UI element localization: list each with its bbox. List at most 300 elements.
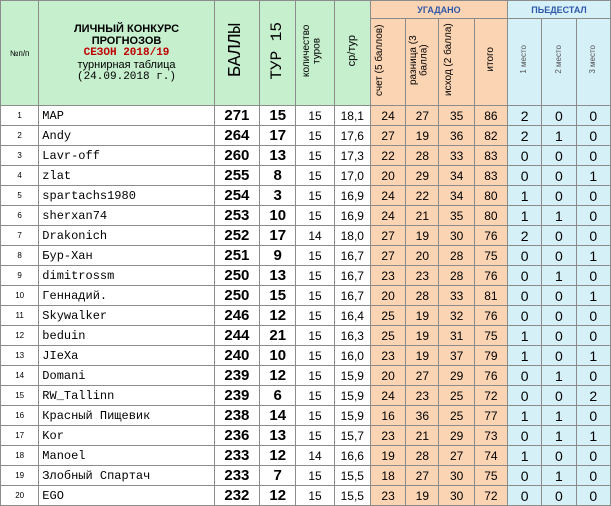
avg-cell: 15,9: [334, 386, 370, 406]
tours-count-cell: 15: [296, 486, 334, 506]
place1-header: 1 место: [508, 19, 542, 106]
tours-count-cell: 15: [296, 306, 334, 326]
place3-cell: 0: [576, 366, 610, 386]
outcome-cell: 35: [439, 206, 474, 226]
total-cell: 74: [474, 446, 507, 466]
diff-cell: 28: [406, 286, 439, 306]
guessed-group-header: УГАДАНО: [370, 1, 507, 19]
place2-cell: 1: [542, 466, 576, 486]
avg-cell: 16,7: [334, 286, 370, 306]
table-row: [1, 186, 611, 206]
total-cell: 75: [474, 466, 507, 486]
table-row: [1, 266, 611, 286]
points-cell: 250: [214, 266, 259, 286]
diff-cell: 23: [406, 266, 439, 286]
tours-count-cell: 15: [296, 286, 334, 306]
avg-cell: 16,9: [334, 206, 370, 226]
score-cell: 19: [370, 446, 405, 466]
table-row: [1, 206, 611, 226]
tours-count-cell: 15: [296, 266, 334, 286]
player-name: JIeXa: [39, 346, 214, 366]
tours-count-cell: 15: [296, 366, 334, 386]
place1-cell: 1: [508, 406, 542, 426]
row-number: 11: [1, 306, 39, 326]
place3-cell: 1: [576, 286, 610, 306]
row-number: 12: [1, 326, 39, 346]
place3-cell: 0: [576, 446, 610, 466]
avg-cell: 15,5: [334, 466, 370, 486]
place3-cell: 0: [576, 326, 610, 346]
table-row: [1, 286, 611, 306]
score-cell: 27: [370, 226, 405, 246]
place2-header: 2 место: [542, 19, 576, 106]
place2-cell: 0: [542, 106, 576, 126]
player-name: sherxan74: [39, 206, 214, 226]
points-cell: 244: [214, 326, 259, 346]
place3-cell: 0: [576, 466, 610, 486]
total-cell: 76: [474, 266, 507, 286]
tours-count-cell: 15: [296, 466, 334, 486]
avg-cell: 17,0: [334, 166, 370, 186]
outcome-cell: 29: [439, 366, 474, 386]
diff-cell: 21: [406, 206, 439, 226]
player-name: Domani: [39, 366, 214, 386]
diff-cell: 19: [406, 326, 439, 346]
total-cell: 79: [474, 346, 507, 366]
tours-count-cell: 15: [296, 246, 334, 266]
player-name: Красный Пищевик: [39, 406, 214, 426]
tours-count-cell: 15: [296, 326, 334, 346]
table-row: [1, 386, 611, 406]
player-name: Andy: [39, 126, 214, 146]
player-name: Геннадий.: [39, 286, 214, 306]
total-cell: 80: [474, 206, 507, 226]
place1-cell: 2: [508, 226, 542, 246]
place2-cell: 0: [542, 306, 576, 326]
points-cell: 252: [214, 226, 259, 246]
table-row: [1, 306, 611, 326]
tours-count-cell: 15: [296, 126, 334, 146]
tour-header: ТУР 15: [260, 1, 296, 106]
place3-cell: 2: [576, 386, 610, 406]
row-number: 5: [1, 186, 39, 206]
points-cell: 240: [214, 346, 259, 366]
diff-cell: 22: [406, 186, 439, 206]
score-cell: 20: [370, 166, 405, 186]
avg-cell: 15,9: [334, 406, 370, 426]
avg-cell: 16,3: [334, 326, 370, 346]
outcome-cell: 34: [439, 166, 474, 186]
place1-cell: 0: [508, 306, 542, 326]
points-cell: 254: [214, 186, 259, 206]
row-number: 7: [1, 226, 39, 246]
points-cell: 255: [214, 166, 259, 186]
place3-header: 3 место: [576, 19, 610, 106]
outcome-cell: 33: [439, 146, 474, 166]
outcome-cell: 33: [439, 286, 474, 306]
player-name: Lavr-off: [39, 146, 214, 166]
place3-cell: 0: [576, 306, 610, 326]
score-cell: 20: [370, 286, 405, 306]
total-cell: 77: [474, 406, 507, 426]
outcome-cell: 32: [439, 306, 474, 326]
podium-group-header: ПЬЕДЕСТАЛ: [508, 1, 611, 19]
row-number: 18: [1, 446, 39, 466]
tour-points-cell: 15: [260, 286, 296, 306]
score-cell: 23: [370, 426, 405, 446]
row-number: 16: [1, 406, 39, 426]
table-row: [1, 346, 611, 366]
player-name: Skywalker: [39, 306, 214, 326]
tour-points-cell: 17: [260, 126, 296, 146]
avg-cell: 15,9: [334, 366, 370, 386]
diff-cell: 27: [406, 366, 439, 386]
place1-cell: 1: [508, 346, 542, 366]
place1-cell: 2: [508, 106, 542, 126]
table-row: [1, 326, 611, 346]
outcome-cell: 30: [439, 486, 474, 506]
tour-points-cell: 21: [260, 326, 296, 346]
avg-cell: 17,6: [334, 126, 370, 146]
place2-cell: 1: [542, 426, 576, 446]
points-cell: 238: [214, 406, 259, 426]
place3-cell: 0: [576, 106, 610, 126]
diff-cell: 19: [406, 306, 439, 326]
tours-count-cell: 15: [296, 186, 334, 206]
tour-points-cell: 10: [260, 206, 296, 226]
player-name: MAP: [39, 106, 214, 126]
row-number: 8: [1, 246, 39, 266]
place2-cell: 1: [542, 366, 576, 386]
total-cell: 86: [474, 106, 507, 126]
points-cell: 253: [214, 206, 259, 226]
tours-count-cell: 15: [296, 106, 334, 126]
place3-cell: 0: [576, 126, 610, 146]
diff-cell: 21: [406, 426, 439, 446]
score-cell: 22: [370, 146, 405, 166]
points-cell: 233: [214, 446, 259, 466]
tour-points-cell: 13: [260, 426, 296, 446]
score-cell: 24: [370, 106, 405, 126]
tour-points-cell: 12: [260, 306, 296, 326]
player-name: Бур-Хан: [39, 246, 214, 266]
row-number: 2: [1, 126, 39, 146]
total-cell: 81: [474, 286, 507, 306]
total-cell: 75: [474, 326, 507, 346]
points-cell: 233: [214, 466, 259, 486]
total-cell: 76: [474, 226, 507, 246]
points-cell: 264: [214, 126, 259, 146]
place2-cell: 0: [542, 386, 576, 406]
title-line2: ПРОГНОЗОВ: [91, 35, 162, 47]
place1-cell: 0: [508, 166, 542, 186]
diff-header: разница (3 балла): [406, 19, 439, 106]
avg-cell: 15,5: [334, 486, 370, 506]
avg-cell: 17,3: [334, 146, 370, 166]
tours-count-header: количество туров: [296, 1, 334, 106]
table-row: [1, 226, 611, 246]
table-row: [1, 446, 611, 466]
tour-points-cell: 8: [260, 166, 296, 186]
score-cell: 18: [370, 466, 405, 486]
tour-points-cell: 10: [260, 346, 296, 366]
player-name: RW_Tallinn: [39, 386, 214, 406]
place3-cell: 1: [576, 166, 610, 186]
place1-cell: 0: [508, 146, 542, 166]
row-number: 3: [1, 146, 39, 166]
total-cell: 72: [474, 486, 507, 506]
avg-cell: 18,0: [334, 226, 370, 246]
table-row: [1, 466, 611, 486]
avg-cell: 16,7: [334, 266, 370, 286]
title-block: [39, 1, 214, 106]
tour-points-cell: 3: [260, 186, 296, 206]
place1-cell: 1: [508, 186, 542, 206]
row-number: 1: [1, 106, 39, 126]
points-cell: 239: [214, 386, 259, 406]
player-name: zlat: [39, 166, 214, 186]
place1-cell: 0: [508, 286, 542, 306]
outcome-cell: 28: [439, 266, 474, 286]
outcome-cell: 36: [439, 126, 474, 146]
tours-count-cell: 15: [296, 166, 334, 186]
table-row: [1, 106, 611, 126]
place2-cell: 0: [542, 166, 576, 186]
row-number: 19: [1, 466, 39, 486]
place1-cell: 2: [508, 126, 542, 146]
place3-cell: 0: [576, 146, 610, 166]
tours-count-cell: 15: [296, 386, 334, 406]
place2-cell: 1: [542, 406, 576, 426]
diff-cell: 20: [406, 246, 439, 266]
diff-cell: 28: [406, 446, 439, 466]
subtitle: турнирная таблица: [77, 59, 176, 71]
avg-cell: 16,4: [334, 306, 370, 326]
place2-cell: 1: [542, 266, 576, 286]
diff-cell: 29: [406, 166, 439, 186]
place3-cell: 0: [576, 186, 610, 206]
score-cell: 25: [370, 326, 405, 346]
diff-cell: 19: [406, 226, 439, 246]
title-line1: ЛИЧНЫЙ КОНКУРС: [73, 23, 180, 35]
points-cell: 260: [214, 146, 259, 166]
player-name: spartachs1980: [39, 186, 214, 206]
tour-points-cell: 15: [260, 106, 296, 126]
points-cell: 236: [214, 426, 259, 446]
outcome-cell: 34: [439, 186, 474, 206]
score-cell: 16: [370, 406, 405, 426]
place3-cell: 0: [576, 226, 610, 246]
points-cell: 239: [214, 366, 259, 386]
outcome-cell: 28: [439, 246, 474, 266]
avg-cell: 15,7: [334, 426, 370, 446]
total-cell: 80: [474, 186, 507, 206]
tours-count-cell: 15: [296, 406, 334, 426]
total-header: итого: [474, 19, 507, 106]
score-cell: 23: [370, 486, 405, 506]
tour-points-cell: 17: [260, 226, 296, 246]
place1-cell: 1: [508, 206, 542, 226]
tour-points-cell: 12: [260, 486, 296, 506]
outcome-cell: 29: [439, 426, 474, 446]
season-label: СЕЗОН 2018/19: [83, 47, 170, 59]
outcome-cell: 25: [439, 406, 474, 426]
diff-cell: 19: [406, 486, 439, 506]
place2-cell: 1: [542, 206, 576, 226]
date-label: (24.09.2018 г.): [76, 71, 177, 83]
table-row: [1, 146, 611, 166]
points-header: БАЛЛЫ: [214, 1, 259, 106]
place2-cell: 0: [542, 186, 576, 206]
place3-cell: 1: [576, 346, 610, 366]
place2-cell: 1: [542, 126, 576, 146]
avg-cell: 16,7: [334, 246, 370, 266]
diff-cell: 27: [406, 106, 439, 126]
tours-count-cell: 15: [296, 206, 334, 226]
place3-cell: 0: [576, 206, 610, 226]
place1-cell: 1: [508, 446, 542, 466]
tours-count-cell: 14: [296, 446, 334, 466]
player-name: dimitrossm: [39, 266, 214, 286]
outcome-cell: 30: [439, 466, 474, 486]
outcome-header: исход (2 балла): [439, 19, 474, 106]
total-cell: 76: [474, 306, 507, 326]
row-number: 17: [1, 426, 39, 446]
place3-cell: 0: [576, 266, 610, 286]
points-cell: 246: [214, 306, 259, 326]
table-row: [1, 166, 611, 186]
player-name: EGO: [39, 486, 214, 506]
player-name: Злобный Спартач: [39, 466, 214, 486]
place2-cell: 0: [542, 226, 576, 246]
score-cell: 27: [370, 126, 405, 146]
tour-points-cell: 9: [260, 246, 296, 266]
player-name: Manoel: [39, 446, 214, 466]
outcome-cell: 25: [439, 386, 474, 406]
num-header: №п/п: [1, 1, 39, 106]
outcome-cell: 31: [439, 326, 474, 346]
tour-points-cell: 7: [260, 466, 296, 486]
total-cell: 73: [474, 426, 507, 446]
avg-cell: 16,0: [334, 346, 370, 366]
tour-points-cell: 6: [260, 386, 296, 406]
diff-cell: 19: [406, 126, 439, 146]
tours-count-cell: 15: [296, 426, 334, 446]
points-cell: 271: [214, 106, 259, 126]
row-number: 4: [1, 166, 39, 186]
diff-cell: 19: [406, 346, 439, 366]
place2-cell: 0: [542, 246, 576, 266]
row-number: 6: [1, 206, 39, 226]
place1-cell: 0: [508, 366, 542, 386]
place2-cell: 0: [542, 446, 576, 466]
place3-cell: 1: [576, 426, 610, 446]
score-cell: 27: [370, 246, 405, 266]
place1-cell: 0: [508, 486, 542, 506]
place2-cell: 0: [542, 346, 576, 366]
total-cell: 76: [474, 366, 507, 386]
row-number: 15: [1, 386, 39, 406]
diff-cell: 27: [406, 466, 439, 486]
outcome-cell: 35: [439, 106, 474, 126]
score-cell: 23: [370, 346, 405, 366]
total-cell: 83: [474, 146, 507, 166]
place3-cell: 1: [576, 246, 610, 266]
diff-cell: 28: [406, 146, 439, 166]
row-number: 9: [1, 266, 39, 286]
place1-cell: 0: [508, 266, 542, 286]
tour-points-cell: 12: [260, 366, 296, 386]
player-name: Kor: [39, 426, 214, 446]
place1-cell: 0: [508, 466, 542, 486]
player-name: Drakonich: [39, 226, 214, 246]
row-number: 14: [1, 366, 39, 386]
place1-cell: 0: [508, 386, 542, 406]
total-cell: 72: [474, 386, 507, 406]
outcome-cell: 37: [439, 346, 474, 366]
points-cell: 251: [214, 246, 259, 266]
diff-cell: 36: [406, 406, 439, 426]
table-row: [1, 426, 611, 446]
avg-cell: 16,9: [334, 186, 370, 206]
points-cell: 232: [214, 486, 259, 506]
score-cell: 24: [370, 206, 405, 226]
total-cell: 83: [474, 166, 507, 186]
score-cell: 24: [370, 386, 405, 406]
outcome-cell: 30: [439, 226, 474, 246]
table-row: [1, 366, 611, 386]
row-number: 20: [1, 486, 39, 506]
avg-cell: 18,1: [334, 106, 370, 126]
tours-count-cell: 14: [296, 226, 334, 246]
row-number: 10: [1, 286, 39, 306]
tours-count-cell: 15: [296, 146, 334, 166]
points-cell: 250: [214, 286, 259, 306]
score-cell: 25: [370, 306, 405, 326]
table-row: [1, 486, 611, 506]
player-name: beduin: [39, 326, 214, 346]
tour-points-cell: 13: [260, 146, 296, 166]
row-number: 13: [1, 346, 39, 366]
place1-cell: 0: [508, 426, 542, 446]
score-cell: 20: [370, 366, 405, 386]
outcome-cell: 27: [439, 446, 474, 466]
place3-cell: 0: [576, 486, 610, 506]
place3-cell: 0: [576, 406, 610, 426]
tour-points-cell: 12: [260, 446, 296, 466]
place2-cell: 0: [542, 286, 576, 306]
table-row: [1, 126, 611, 146]
total-cell: 82: [474, 126, 507, 146]
place2-cell: 0: [542, 486, 576, 506]
avg-cell: 16,6: [334, 446, 370, 466]
place1-cell: 0: [508, 246, 542, 266]
table-row: [1, 246, 611, 266]
total-cell: 75: [474, 246, 507, 266]
place2-cell: 0: [542, 146, 576, 166]
place2-cell: 0: [542, 326, 576, 346]
score-cell: 24: [370, 186, 405, 206]
place1-cell: 1: [508, 326, 542, 346]
avg-header: ср/тур: [334, 1, 370, 106]
score-header: счет (5 баллов): [370, 19, 405, 106]
table-row: [1, 406, 611, 426]
tour-points-cell: 14: [260, 406, 296, 426]
tours-count-cell: 15: [296, 346, 334, 366]
diff-cell: 23: [406, 386, 439, 406]
tour-points-cell: 13: [260, 266, 296, 286]
score-cell: 23: [370, 266, 405, 286]
